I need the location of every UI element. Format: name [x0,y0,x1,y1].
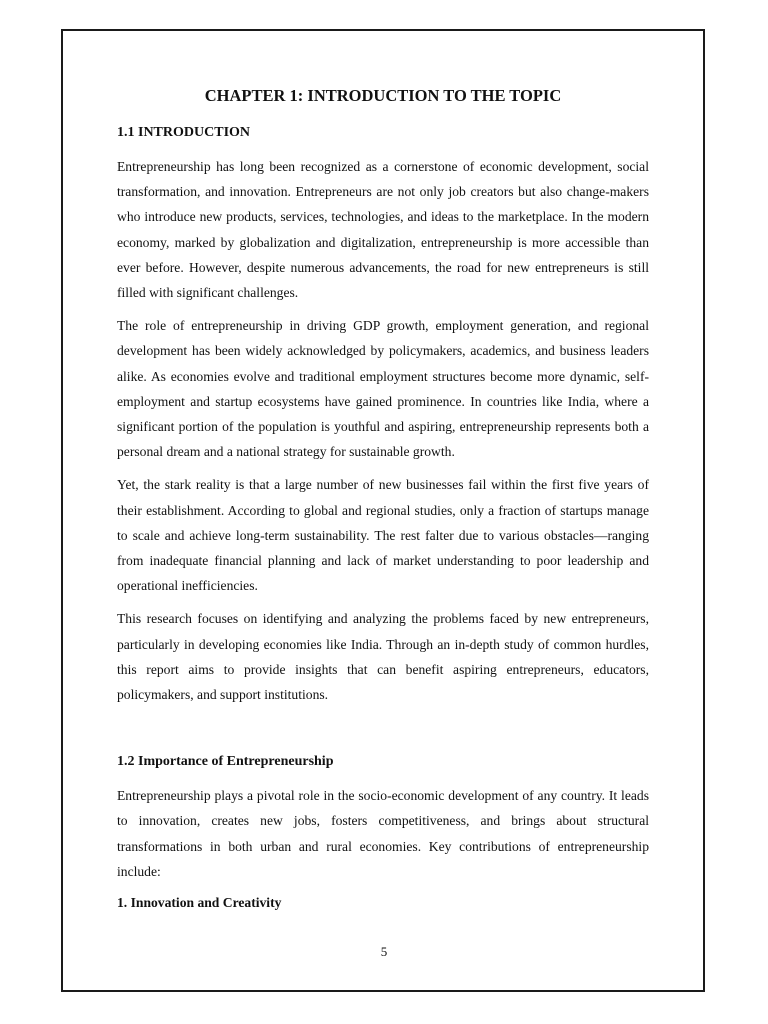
document-body [117,84,649,924]
section-spacer [117,715,649,751]
paragraph: This research focuses on identifying and analyzing the problems faced by new entrepreneurs, particularly in developing economies like India. Through an in-depth study of common hurdles, this report aims to provide insights that can benefit aspiring entrepreneurs, educators, policymakers, and support institutions. [117,611,649,703]
paragraph: Entrepreneurship has long been recognized as a cornerstone of economic development, social transformation, and innovation. Entrepreneurs are not only job creators but also change-makers who introduce new products, services, technologies, and ideas to the marketplace. In the modern economy, marked by globalization and digitalization, entrepreneurship is more accessible than ever before. However, despite numerous advancements, the road for new entrepreneurs is still filled with significant challenges. [117,159,649,301]
subheading-innovation: 1. Innovation and Creativity [117,895,282,911]
paragraph: Entrepreneurship plays a pivotal role in the socio-economic development of any country. It leads to innovation, creates new jobs, fosters competitiveness, and brings about structural transformations in both urban and rural economies. Key contributions of entrepreneurship include: [117,788,649,879]
chapter-title: CHAPTER 1: INTRODUCTION TO THE TOPIC [204,86,562,105]
paragraph: Yet, the stark reality is that a large number of new businesses fail within the first five years of their establishment. According to global and regional studies, only a fraction of startups manage to scale and achieve long-term sustainability. The rest falter due to various obstacles—ranging from inadequate financial planning and lack of market understanding to poor leadership and operational inefficiencies. [117,477,649,594]
page-number: 5 [380,944,388,959]
section-heading-importance: 1.2 Importance of Entrepreneurship [117,754,334,770]
section-heading-introduction: 1.1 INTRODUCTION [117,125,251,140]
paragraph: The role of entrepreneurship in driving GDP growth, employment generation, and regional development has been widely acknowledged by policymakers, academics, and business leaders alike. As economies evolve and traditional employment structures become more dynamic, self-employment and startup ecosystems have gained prominence. In countries like India, where a significant portion of the population is youthful and aspiring, entrepreneurship represents both a personal dream and a national strategy for sustainable growth. [117,318,649,460]
